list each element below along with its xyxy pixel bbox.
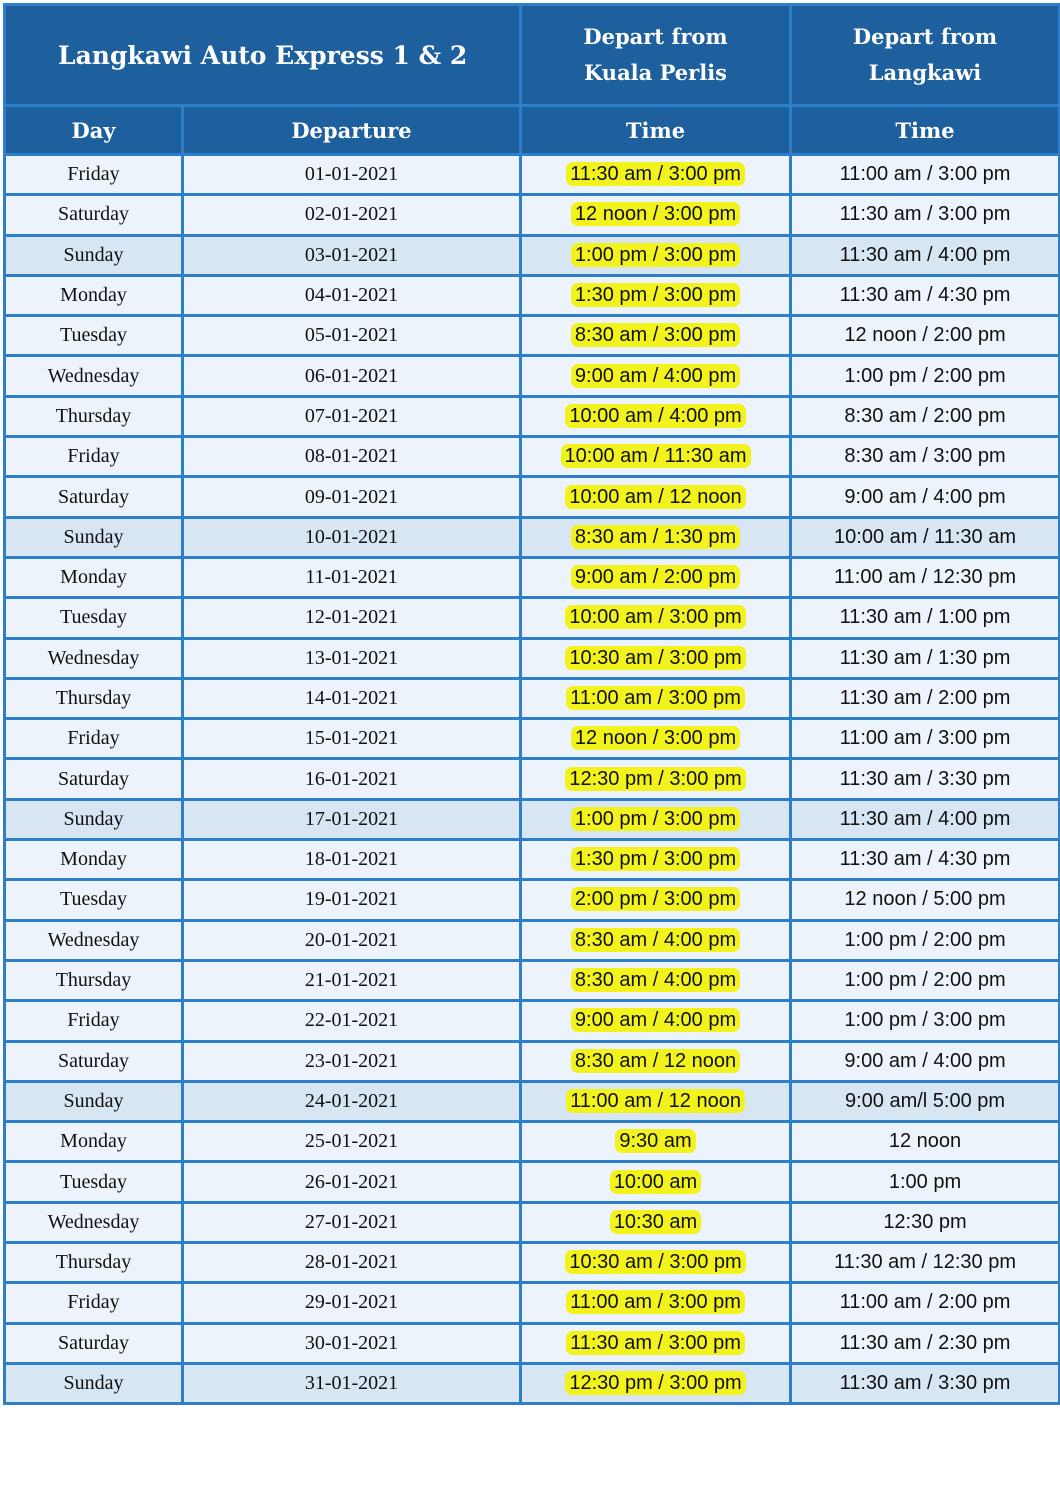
day-cell: Saturday bbox=[5, 1323, 183, 1363]
day-cell: Friday bbox=[5, 719, 183, 759]
day-cell: Thursday bbox=[5, 1243, 183, 1283]
schedule-row bbox=[5, 437, 1060, 477]
day-cell: Saturday bbox=[5, 195, 183, 235]
kuala-perlis-time-highlight: 1:30 pm / 3:00 pm bbox=[571, 847, 740, 871]
day-cell: Wednesday bbox=[5, 1202, 183, 1242]
kuala-perlis-time-highlight: 12:30 pm / 3:00 pm bbox=[565, 1371, 745, 1395]
departure-date-cell: 29-01-2021 bbox=[183, 1283, 521, 1323]
departure-date-cell: 06-01-2021 bbox=[183, 356, 521, 396]
departure-column-header: Departure bbox=[183, 106, 521, 155]
kuala-perlis-time-cell bbox=[521, 1162, 791, 1202]
kuala-perlis-time-highlight: 9:00 am / 4:00 pm bbox=[571, 364, 740, 388]
day-cell: Friday bbox=[5, 437, 183, 477]
langkawi-time-cell: 9:00 am/l 5:00 pm bbox=[791, 1081, 1060, 1121]
day-cell: Thursday bbox=[5, 396, 183, 436]
schedule-row bbox=[5, 960, 1060, 1000]
langkawi-time-cell: 11:30 am / 1:00 pm bbox=[791, 598, 1060, 638]
kuala-perlis-time-cell bbox=[521, 1243, 791, 1283]
langkawi-time-cell: 11:30 am / 4:00 pm bbox=[791, 235, 1060, 275]
kuala-perlis-time-cell bbox=[521, 598, 791, 638]
kuala-perlis-time-highlight: 12 noon / 3:00 pm bbox=[571, 726, 740, 750]
langkawi-time-cell: 11:30 am / 4:00 pm bbox=[791, 799, 1060, 839]
day-cell: Sunday bbox=[5, 235, 183, 275]
kuala-perlis-time-highlight: 11:00 am / 12 noon bbox=[566, 1089, 745, 1113]
kuala-perlis-time-cell bbox=[521, 517, 791, 557]
kuala-perlis-time-cell bbox=[521, 920, 791, 960]
schedule-row bbox=[5, 920, 1060, 960]
kuala-perlis-time-cell bbox=[521, 678, 791, 718]
kuala-perlis-time-cell bbox=[521, 759, 791, 799]
kuala-perlis-time-highlight: 8:30 am / 1:30 pm bbox=[571, 525, 740, 549]
schedule-row bbox=[5, 1081, 1060, 1121]
langkawi-time-cell: 8:30 am / 2:00 pm bbox=[791, 396, 1060, 436]
schedule-row bbox=[5, 235, 1060, 275]
kuala-perlis-time-cell bbox=[521, 880, 791, 920]
departure-date-cell: 27-01-2021 bbox=[183, 1202, 521, 1242]
langkawi-time-cell: 1:00 pm / 2:00 pm bbox=[791, 920, 1060, 960]
day-cell: Monday bbox=[5, 1122, 183, 1162]
day-cell: Sunday bbox=[5, 799, 183, 839]
langkawi-time-cell: 12:30 pm bbox=[791, 1202, 1060, 1242]
departure-date-cell: 23-01-2021 bbox=[183, 1041, 521, 1081]
kuala-perlis-time-highlight: 10:00 am / 11:30 am bbox=[561, 444, 751, 468]
departure-date-cell: 31-01-2021 bbox=[183, 1363, 521, 1403]
langkawi-time-cell: 11:00 am / 2:00 pm bbox=[791, 1283, 1060, 1323]
langkawi-time-cell: 11:30 am / 4:30 pm bbox=[791, 840, 1060, 880]
departure-date-cell: 02-01-2021 bbox=[183, 195, 521, 235]
day-cell: Friday bbox=[5, 1001, 183, 1041]
day-cell: Thursday bbox=[5, 678, 183, 718]
schedule-row bbox=[5, 1243, 1060, 1283]
schedule-row bbox=[5, 678, 1060, 718]
schedule-row bbox=[5, 1363, 1060, 1403]
day-cell: Tuesday bbox=[5, 1162, 183, 1202]
departure-date-cell: 24-01-2021 bbox=[183, 1081, 521, 1121]
kuala-perlis-time-highlight: 8:30 am / 4:00 pm bbox=[571, 928, 740, 952]
kuala-perlis-column-heading bbox=[521, 5, 791, 106]
kuala-perlis-time-highlight: 9:00 am / 4:00 pm bbox=[571, 1008, 740, 1032]
langkawi-time-cell: 9:00 am / 4:00 pm bbox=[791, 477, 1060, 517]
schedule-row bbox=[5, 1041, 1060, 1081]
langkawi-time-cell: 12 noon / 2:00 pm bbox=[791, 316, 1060, 356]
kuala-perlis-time-cell bbox=[521, 235, 791, 275]
day-cell: Tuesday bbox=[5, 598, 183, 638]
departure-date-cell: 10-01-2021 bbox=[183, 517, 521, 557]
kuala-perlis-time-highlight: 10:30 am / 3:00 pm bbox=[565, 646, 745, 670]
langkawi-time-cell: 11:30 am / 2:30 pm bbox=[791, 1323, 1060, 1363]
departure-date-cell: 25-01-2021 bbox=[183, 1122, 521, 1162]
schedule-row bbox=[5, 1001, 1060, 1041]
langkawi-time-cell: 11:30 am / 3:00 pm bbox=[791, 195, 1060, 235]
departure-date-cell: 08-01-2021 bbox=[183, 437, 521, 477]
departure-date-cell: 30-01-2021 bbox=[183, 1323, 521, 1363]
kuala-perlis-time-cell bbox=[521, 840, 791, 880]
schedule-row bbox=[5, 557, 1060, 597]
departure-date-cell: 03-01-2021 bbox=[183, 235, 521, 275]
kuala-perlis-time-cell bbox=[521, 1283, 791, 1323]
langkawi-time-header: Time bbox=[791, 106, 1060, 155]
kuala-perlis-time-highlight: 1:30 pm / 3:00 pm bbox=[571, 283, 740, 307]
kuala-perlis-time-cell bbox=[521, 557, 791, 597]
langkawi-time-cell: 11:30 am / 1:30 pm bbox=[791, 638, 1060, 678]
header-row-columns bbox=[5, 106, 1060, 155]
schedule-row bbox=[5, 638, 1060, 678]
kuala-perlis-time-highlight: 10:30 am bbox=[610, 1210, 701, 1234]
day-cell: Friday bbox=[5, 1283, 183, 1323]
kuala-perlis-time-cell bbox=[521, 719, 791, 759]
day-cell: Sunday bbox=[5, 517, 183, 557]
kuala-perlis-time-highlight: 10:00 am / 12 noon bbox=[565, 485, 745, 509]
kuala-perlis-time-cell bbox=[521, 396, 791, 436]
kuala-perlis-time-highlight: 8:30 am / 4:00 pm bbox=[571, 968, 740, 992]
schedule-row bbox=[5, 316, 1060, 356]
schedule-row bbox=[5, 396, 1060, 436]
departure-date-cell: 20-01-2021 bbox=[183, 920, 521, 960]
langkawi-time-cell: 8:30 am / 3:00 pm bbox=[791, 437, 1060, 477]
departure-date-cell: 11-01-2021 bbox=[183, 557, 521, 597]
schedule-row bbox=[5, 759, 1060, 799]
langkawi-time-cell: 1:00 pm / 2:00 pm bbox=[791, 356, 1060, 396]
day-cell: Saturday bbox=[5, 759, 183, 799]
departure-date-cell: 17-01-2021 bbox=[183, 799, 521, 839]
kuala-perlis-time-cell bbox=[521, 1363, 791, 1403]
schedule-row bbox=[5, 799, 1060, 839]
ferry-schedule-table bbox=[3, 3, 1060, 1405]
kuala-perlis-time-highlight: 11:00 am / 3:00 pm bbox=[566, 1290, 745, 1314]
schedule-row bbox=[5, 517, 1060, 557]
departure-date-cell: 16-01-2021 bbox=[183, 759, 521, 799]
kuala-perlis-time-cell bbox=[521, 155, 791, 195]
departure-date-cell: 09-01-2021 bbox=[183, 477, 521, 517]
schedule-row bbox=[5, 1202, 1060, 1242]
schedule-row bbox=[5, 477, 1060, 517]
schedule-row bbox=[5, 275, 1060, 315]
kuala-perlis-time-cell bbox=[521, 356, 791, 396]
kuala-perlis-time-cell bbox=[521, 960, 791, 1000]
kuala-perlis-time-highlight: 10:30 am / 3:00 pm bbox=[565, 1250, 745, 1274]
departure-date-cell: 28-01-2021 bbox=[183, 1243, 521, 1283]
schedule-row bbox=[5, 155, 1060, 195]
departure-date-cell: 04-01-2021 bbox=[183, 275, 521, 315]
kuala-perlis-time-highlight: 11:30 am / 3:00 pm bbox=[566, 162, 745, 186]
departure-date-cell: 26-01-2021 bbox=[183, 1162, 521, 1202]
schedule-row bbox=[5, 840, 1060, 880]
kuala-perlis-time-highlight: 10:00 am / 3:00 pm bbox=[565, 605, 745, 629]
langkawi-heading-line1: Depart from bbox=[852, 24, 998, 49]
langkawi-time-cell: 12 noon / 5:00 pm bbox=[791, 880, 1060, 920]
day-cell: Sunday bbox=[5, 1081, 183, 1121]
langkawi-column-heading bbox=[791, 5, 1060, 106]
kuala-perlis-time-highlight: 8:30 am / 3:00 pm bbox=[571, 323, 740, 347]
kuala-perlis-time-highlight: 12:30 pm / 3:00 pm bbox=[565, 767, 745, 791]
langkawi-time-cell: 10:00 am / 11:30 am bbox=[791, 517, 1060, 557]
schedule-row bbox=[5, 356, 1060, 396]
day-cell: Monday bbox=[5, 557, 183, 597]
kuala-perlis-time-cell bbox=[521, 1041, 791, 1081]
schedule-title: Langkawi Auto Express 1 & 2 bbox=[5, 5, 521, 106]
day-cell: Monday bbox=[5, 275, 183, 315]
schedule-row bbox=[5, 719, 1060, 759]
schedule-row bbox=[5, 1122, 1060, 1162]
departure-date-cell: 13-01-2021 bbox=[183, 638, 521, 678]
kuala-perlis-time-highlight: 9:00 am / 2:00 pm bbox=[571, 565, 740, 589]
kuala-perlis-time-highlight: 11:30 am / 3:00 pm bbox=[566, 1331, 745, 1355]
schedule-row bbox=[5, 880, 1060, 920]
day-cell: Wednesday bbox=[5, 920, 183, 960]
kuala-perlis-time-highlight: 9:30 am bbox=[615, 1129, 695, 1153]
departure-date-cell: 15-01-2021 bbox=[183, 719, 521, 759]
langkawi-time-cell: 11:30 am / 3:30 pm bbox=[791, 1363, 1060, 1403]
langkawi-time-cell: 9:00 am / 4:00 pm bbox=[791, 1041, 1060, 1081]
schedule-row bbox=[5, 598, 1060, 638]
day-cell: Saturday bbox=[5, 1041, 183, 1081]
kuala-perlis-time-cell bbox=[521, 275, 791, 315]
kuala-perlis-time-cell bbox=[521, 477, 791, 517]
departure-date-cell: 01-01-2021 bbox=[183, 155, 521, 195]
day-column-header: Day bbox=[5, 106, 183, 155]
day-cell: Friday bbox=[5, 155, 183, 195]
departure-date-cell: 19-01-2021 bbox=[183, 880, 521, 920]
kuala-perlis-time-cell bbox=[521, 1001, 791, 1041]
day-cell: Tuesday bbox=[5, 880, 183, 920]
departure-date-cell: 18-01-2021 bbox=[183, 840, 521, 880]
langkawi-time-cell: 11:00 am / 3:00 pm bbox=[791, 719, 1060, 759]
langkawi-time-cell: 1:00 pm / 2:00 pm bbox=[791, 960, 1060, 1000]
kuala-perlis-time-highlight: 1:00 pm / 3:00 pm bbox=[571, 243, 740, 267]
kuala-perlis-heading-line2: Kuala Perlis bbox=[584, 60, 728, 85]
day-cell: Tuesday bbox=[5, 316, 183, 356]
schedule-row bbox=[5, 1283, 1060, 1323]
day-cell: Thursday bbox=[5, 960, 183, 1000]
langkawi-heading-line2: Langkawi bbox=[868, 60, 982, 85]
kuala-perlis-time-cell bbox=[521, 437, 791, 477]
langkawi-time-cell: 11:30 am / 12:30 pm bbox=[791, 1243, 1060, 1283]
schedule-body bbox=[5, 155, 1060, 1404]
langkawi-time-cell: 11:30 am / 2:00 pm bbox=[791, 678, 1060, 718]
day-cell: Monday bbox=[5, 840, 183, 880]
langkawi-time-cell: 11:30 am / 3:30 pm bbox=[791, 759, 1060, 799]
departure-date-cell: 07-01-2021 bbox=[183, 396, 521, 436]
header-row-top bbox=[5, 5, 1060, 106]
schedule-row bbox=[5, 195, 1060, 235]
kuala-perlis-time-highlight: 10:00 am bbox=[610, 1170, 701, 1194]
schedule-row bbox=[5, 1162, 1060, 1202]
departure-date-cell: 05-01-2021 bbox=[183, 316, 521, 356]
langkawi-time-cell: 11:30 am / 4:30 pm bbox=[791, 275, 1060, 315]
day-cell: Sunday bbox=[5, 1363, 183, 1403]
kuala-perlis-time-cell bbox=[521, 1081, 791, 1121]
departure-date-cell: 22-01-2021 bbox=[183, 1001, 521, 1041]
departure-date-cell: 14-01-2021 bbox=[183, 678, 521, 718]
langkawi-time-cell: 11:00 am / 3:00 pm bbox=[791, 155, 1060, 195]
kuala-perlis-time-cell bbox=[521, 1202, 791, 1242]
departure-date-cell: 12-01-2021 bbox=[183, 598, 521, 638]
kuala-perlis-time-highlight: 1:00 pm / 3:00 pm bbox=[571, 807, 740, 831]
langkawi-time-cell: 1:00 pm bbox=[791, 1162, 1060, 1202]
kuala-perlis-time-highlight: 12 noon / 3:00 pm bbox=[571, 202, 740, 226]
kuala-perlis-time-cell bbox=[521, 195, 791, 235]
kuala-perlis-time-cell bbox=[521, 1122, 791, 1162]
departure-date-cell: 21-01-2021 bbox=[183, 960, 521, 1000]
day-cell: Wednesday bbox=[5, 356, 183, 396]
kuala-perlis-time-cell bbox=[521, 316, 791, 356]
langkawi-time-cell: 12 noon bbox=[791, 1122, 1060, 1162]
kuala-perlis-time-highlight: 10:00 am / 4:00 pm bbox=[565, 404, 745, 428]
schedule-row bbox=[5, 1323, 1060, 1363]
kuala-perlis-time-highlight: 11:00 am / 3:00 pm bbox=[566, 686, 745, 710]
day-cell: Saturday bbox=[5, 477, 183, 517]
kuala-perlis-time-highlight: 8:30 am / 12 noon bbox=[571, 1049, 740, 1073]
langkawi-time-cell: 1:00 pm / 3:00 pm bbox=[791, 1001, 1060, 1041]
langkawi-time-cell: 11:00 am / 12:30 pm bbox=[791, 557, 1060, 597]
kuala-perlis-time-cell bbox=[521, 1323, 791, 1363]
kuala-perlis-heading-line1: Depart from bbox=[583, 24, 728, 49]
kuala-perlis-time-highlight: 2:00 pm / 3:00 pm bbox=[571, 887, 740, 911]
kuala-perlis-time-cell bbox=[521, 799, 791, 839]
kuala-perlis-time-header: Time bbox=[521, 106, 791, 155]
kuala-perlis-time-cell bbox=[521, 638, 791, 678]
day-cell: Wednesday bbox=[5, 638, 183, 678]
